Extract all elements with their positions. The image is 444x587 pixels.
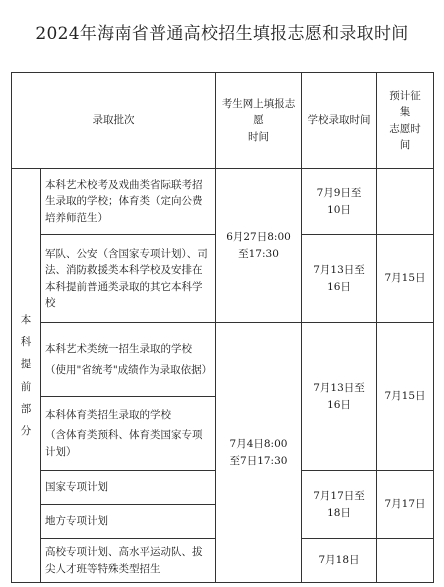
group-label-line: 本科	[20, 314, 32, 349]
admit-line: 18日	[327, 506, 351, 519]
online-fill-line: 7月4日8:00	[229, 438, 288, 451]
batch-note: （使用"省统考"成绩作为录取依据）	[45, 363, 213, 376]
admit-line: 16日	[327, 280, 351, 293]
admit-line: 10日	[327, 203, 351, 216]
header-online-fill-line: 愿	[253, 114, 264, 127]
admit-cell	[302, 169, 377, 235]
header-expected	[377, 73, 434, 169]
batch-cell: 高校专项计划、高水平运动队、拔尖人才班等特殊类型招生	[41, 539, 216, 583]
page-title: 2024年海南省普通高校招生填报志愿和录取时间	[35, 24, 409, 44]
expected-cell: 7月15日	[377, 323, 434, 471]
admit-line: 16日	[327, 398, 351, 411]
table-row	[12, 169, 434, 235]
header-online-fill	[216, 73, 302, 169]
expected-cell: 7月17日	[377, 471, 434, 539]
online-fill-cell	[216, 169, 302, 323]
admit-line: 7月13日至	[313, 382, 365, 395]
batch-cell: 本科艺术校考及戏曲类省际联考招生录取的学校；体育类（定向公费培养师范生）	[41, 169, 216, 235]
header-school-admit: 学校录取时间	[302, 73, 377, 169]
admit-line: 7月17日至	[313, 490, 365, 503]
admission-schedule-table	[11, 72, 434, 583]
admit-cell	[302, 471, 377, 539]
batch-cell	[41, 397, 216, 471]
batch-title: 本科艺术类统一招生录取的学校	[45, 343, 192, 356]
expected-cell-empty	[377, 169, 434, 235]
batch-cell	[41, 323, 216, 397]
header-expected-line: 志愿时	[389, 122, 421, 135]
table-row	[12, 323, 434, 397]
admit-cell	[302, 323, 377, 471]
admit-line: 7月9日至	[316, 187, 362, 200]
header-expected-line: 集	[399, 106, 411, 119]
batch-title: 本科体育类招生录取的学校	[45, 409, 171, 422]
admit-cell: 7月18日	[302, 539, 377, 583]
header-expected-line: 间	[399, 138, 411, 151]
batch-cell: 军队、公安（含国家专项计划）、司法、消防救援类本科学校及安排在本科提前普通类录取的其它本科学校	[41, 235, 216, 323]
online-fill-cell	[216, 323, 302, 583]
header-online-fill-line: 时间	[248, 130, 269, 143]
group-label-line: 提前	[20, 358, 32, 393]
admit-cell	[302, 235, 377, 323]
admit-line: 7月13日至	[313, 264, 365, 277]
batch-cell: 地方专项计划	[41, 505, 216, 539]
header-online-fill-line: 考生网上填报志	[221, 98, 296, 111]
group-label-line: 部分	[20, 402, 32, 437]
online-fill-line: 至17:30	[238, 247, 279, 260]
group-label-cell	[12, 169, 41, 583]
header-batch: 录取批次	[12, 73, 216, 169]
header-expected-line: 预计征	[389, 89, 421, 102]
batch-note: （含体育类预科、体育类国家专项计划）	[45, 429, 203, 458]
table-header-row	[12, 73, 434, 169]
expected-cell: 7月15日	[377, 235, 434, 323]
online-fill-line: 6月27日8:00	[226, 231, 291, 244]
online-fill-line: 至7日17:30	[229, 454, 288, 467]
expected-cell-empty	[377, 539, 434, 583]
batch-cell: 国家专项计划	[41, 471, 216, 505]
